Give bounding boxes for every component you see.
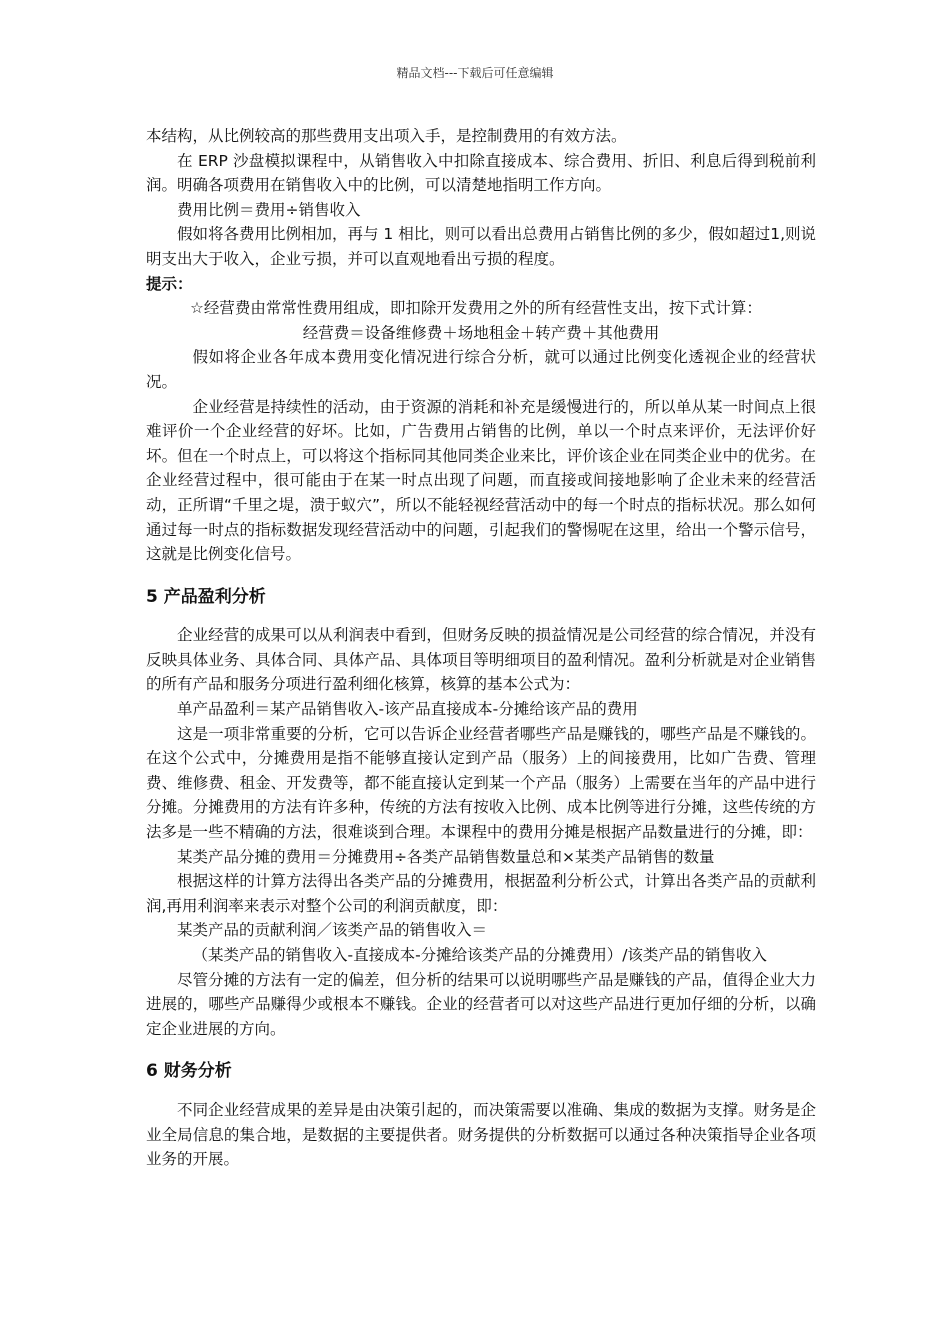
- paragraph: 这是一项非常重要的分析，它可以告诉企业经营者哪些产品是赚钱的，哪些产品是不赚钱的。在这个公式中，分摊费用是指不能够直接认定到产品（服务）上的间接费用，比如广告费、管理费、维修费、租金、开发费等，都不能直接认定到某一个产品（服务）上需要在当年的产品中进行分摊。分摊费用的方法有许多种，传统的方法有按收入比例、成本比例等进行分摊，这些传统的方法多是一些不精确的方法，很难谈到合理。本课程中的费用分摊是根据产品数量进行的分摊，即：: [146, 724, 816, 842]
- document-body: [146, 124, 816, 1172]
- section-heading: 6 财务分析: [146, 1061, 232, 1082]
- formula-product-profit: 单产品盈利＝某产品销售收入-该产品直接成本-分摊给该产品的费用: [177, 700, 638, 719]
- formula-contribution-profit: 某类产品的贡献利润／该类产品的销售收入＝: [177, 921, 488, 940]
- paragraph: 尽管分摊的方法有一定的偏差，但分析的结果可以说明哪些产品是赚钱的产品，值得企业大力进展的，哪些产品赚得少或根本不赚钱。企业的经营者可以对这些产品进行更加仔细的分析，以确定企业进展的方向。: [146, 970, 816, 1038]
- section-heading: 5 产品盈利分析: [146, 586, 266, 607]
- tip-label: 提示：: [146, 274, 193, 293]
- paragraph: 本结构，从比例较高的那些费用支出项入手，是控制费用的有效方法。: [146, 127, 627, 145]
- paragraph: 在 ERP 沙盘模拟课程中，从销售收入中扣除直接成本、综合费用、折旧、利息后得到税前利润。明确各项费用在销售收入中的比例，可以清楚地指明工作方向。: [146, 151, 816, 195]
- page-header: 精品文档---下载后可任意编辑: [396, 66, 554, 80]
- paragraph: 企业经营是持续性的活动，由于资源的消耗和补充是缓慢进行的，所以单从某一时间点上很难评价一个企业经营的好坏。比如，广告费用占销售的比例，单以一个时点来评价，无法评价好坏。但在一个时点上，可以将这个指标同其他同类企业来比，评价该企业在同类企业中的优劣。在企业经营过程中，很可能由于在某一时点出现了问题，而直接或间接地影响了企业未来的经营活动，正所谓“千里之堤，溃于蚁穴”，所以不能轻视经营活动中的每一个时点的指标状况。那么如何通过每一时点的指标数据发现经营活动中的问题，引起我们的警惕呢在这里，给出一个警示信号，这就是比例变化信号。: [146, 397, 816, 564]
- formula-contribution-detail: （某类产品的销售收入-直接成本-分摊给该类产品的分摊费用）/该类产品的销售收入: [192, 946, 767, 964]
- paragraph: 企业经营的成果可以从利润表中看到，但财务反映的损益情况是公司经营的综合情况，并没有反映具体业务、具体合同、具体产品、具体项目等明细项目的盈利情况。盈利分析就是对企业销售的所有产品和服务分项进行盈利细化核算，核算的基本公式为：: [146, 626, 816, 694]
- paragraph: 假如将各费用比例相加，再与 1 相比，则可以看出总费用占销售比例的多少，假如超过1,则说明支出大于收入，企业亏损，并可以直观地看出亏损的程度。: [146, 225, 817, 268]
- formula-allocated-cost: 某类产品分摊的费用＝分摊费用÷各类产品销售数量总和×某类产品销售的数量: [177, 847, 715, 866]
- tip-text: ☆经营费由常常性费用组成，即扣除开发费用之外的所有经营性支出，按下式计算：: [190, 299, 762, 318]
- paragraph: 不同企业经营成果的差异是由决策引起的，而决策需要以准确、集成的数据为支撑。财务是企业全局信息的集合地，是数据的主要提供者。财务提供的分析数据可以通过各种决策指导企业各项业务的开展。: [146, 1100, 816, 1169]
- formula-operating-expense: 经营费＝设备维修费＋场地租金＋转产费＋其他费用: [302, 323, 660, 342]
- paragraph: 根据这样的计算方法得出各类产品的分摊费用，根据盈利分析公式，计算出各类产品的贡献利润,再用利润率来表示对整个公司的利润贡献度，即：: [146, 872, 816, 915]
- paragraph: 假如将企业各年成本费用变化情况进行综合分析，就可以通过比例变化透视企业的经营状况。: [146, 348, 816, 391]
- formula-expense-ratio: 费用比例＝费用÷销售收入: [177, 200, 361, 219]
